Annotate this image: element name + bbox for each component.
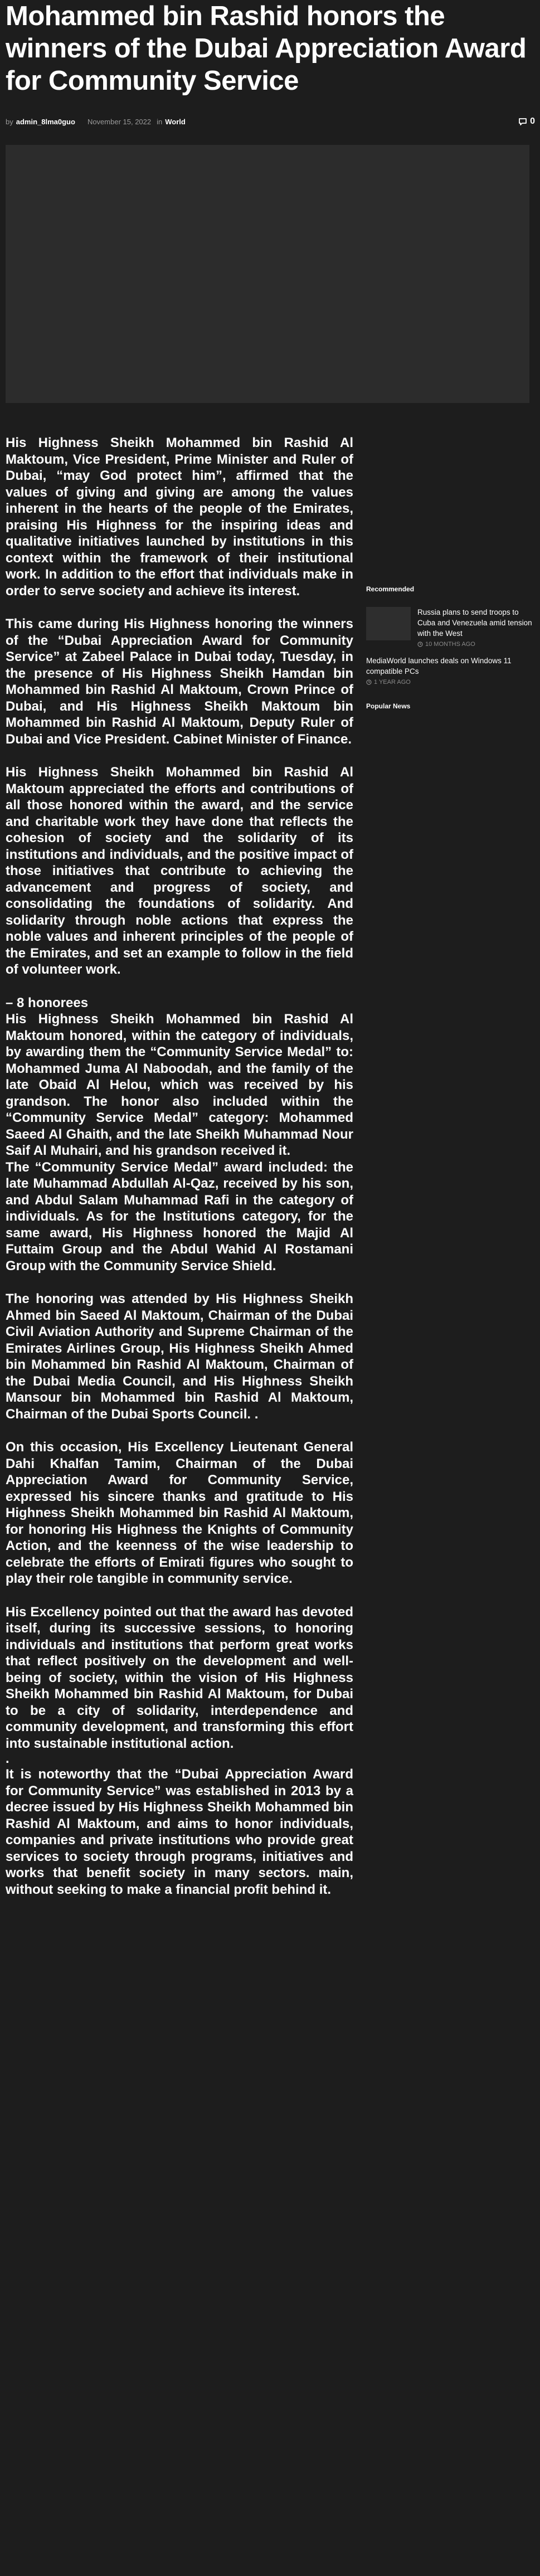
recommended-thumbnail[interactable] bbox=[366, 607, 411, 640]
featured-image-placeholder bbox=[6, 145, 529, 403]
article-meta bbox=[6, 115, 535, 128]
paragraph: The honoring was attended by His Highness Sheikh Ahmed bin Saeed Al Maktoum, Chairman of the Dubai Civil Aviation Authority and Supreme Chairman of the Emirates Airlines Group, His Highness Sheikh Ahmed bin Mohammed bin Rashid Al Maktoum, Chairman of the Dubai Media Council, and His Highness Sheikh Mansour bin Mohammed bin Rashid Al Maktoum, Chairman of the Dubai Sports Council. . bbox=[6, 1291, 353, 1422]
recommended-item-time bbox=[366, 679, 533, 686]
paragraph: The “Community Service Medal” award included: the late Muhammad Abdullah Al-Qaz, received by his son, and Abdul Salam Muhammad Rafi in the category of individuals. As for the Institutions category, for the same award, His Highness honored the Majid Al Futtaim Group and the Abdul Wahid Al Rostamani Group with the Community Service Shield. bbox=[6, 1159, 353, 1274]
article-body bbox=[6, 435, 353, 1914]
publish-date: November 15, 2022 bbox=[87, 117, 152, 126]
paragraph: His Highness Sheikh Mohammed bin Rashid Al Maktoum honored, within the category of individuals, by awarding them the “Community Service Medal” to: Mohammed Juma Al Naboodah, and the family of the late Obaid Al Helou, which was received by his grandson. The honor also included within the “Community Service Medal” category: Mohammed Saeed Al Ghaith, and the late Sheikh Muhammad Nour Saif Al Muhairi, and his grandson received it. bbox=[6, 1012, 353, 1158]
recommended-item[interactable] bbox=[366, 655, 533, 686]
article-title: Mohammed bin Rashid honors the winners of the Dubai Appreciation Award for Community Service bbox=[6, 1, 527, 96]
time-label: 10 MONTHS AGO bbox=[425, 641, 475, 648]
comment-icon bbox=[518, 118, 527, 126]
recommended-item-title[interactable]: Russia plans to send troops to Cuba and Venezuela amid tension with the West bbox=[417, 608, 532, 638]
recommended-item-time bbox=[417, 641, 533, 648]
meta-in: in bbox=[157, 117, 163, 126]
recommended-item-title[interactable]: MediaWorld launches deals on Windows 11 compatible PCs bbox=[366, 657, 512, 675]
paragraph: His Excellency pointed out that the award has devoted itself, during its successive sessions, to honoring individuals and institutions that perform great works that reflect positively on the development and well-being of society, within the vision of His Highness Sheikh Mohammed bin Rashid Al Maktoum, for Dubai to be a city of solidarity, interdependence and community development, and transforming this effort into sustainable institutional action. bbox=[6, 1604, 353, 1751]
paragraph: His Highness Sheikh Mohammed bin Rashid Al Maktoum, Vice President, Prime Minister and Ruler of Dubai, “may God protect him”, affirmed that the values of giving and giving are among the values inherent in the hearts of the people of the Emirates, praising His Highness for the inspiring ideas and qualitative initiatives launched by institutions in this context within the framework of their institutional work. In addition to the effort that individuals make in order to serve society and achieve its interest. bbox=[6, 435, 353, 599]
paragraph: His Highness Sheikh Mohammed bin Rashid Al Maktoum appreciated the efforts and contributions of all those honored within the award, and the service and charitable work they have done that reflects the cohesion of society and the solidarity of its institutions and individuals, and the positive impact of those initiatives that contribute to achieving the advancement and progress of society, and consolidating the foundations of solidarity. And solidarity through noble actions that express the noble values and inherent principles of the people of the Emirates, and set an example to follow in the field of volunteer work. bbox=[6, 765, 353, 977]
clock-icon bbox=[417, 641, 423, 647]
time-label: 1 YEAR AGO bbox=[374, 679, 411, 686]
sidebar bbox=[366, 585, 533, 710]
popular-news-heading: Popular News bbox=[366, 702, 411, 710]
recommended-item[interactable] bbox=[366, 607, 533, 648]
author-link[interactable]: admin_8lma0guo bbox=[16, 117, 75, 126]
comment-count: 0 bbox=[530, 116, 535, 126]
clock-icon bbox=[366, 679, 372, 685]
paragraph: It is noteworthy that the “Dubai Appreciation Award for Community Service” was established in 2013 by a decree issued by His Highness Sheikh Mohammed bin Rashid Al Maktoum, and aims to honor individuals, companies and private institutions who provide great services to society through programs, initiatives and works that benefit society in many sectors. main, without seeking to make a financial profit behind it. bbox=[6, 1767, 353, 1897]
paragraph: This came during His Highness honoring the winners of the “Dubai Appreciation Award for Community Service” at Zabeel Palace in Dubai today, Tuesday, in the presence of His Highness Sheikh Hamdan bin Mohammed bin Rashid Al Maktoum, Crown Prince of Dubai, and His Highness Sheikh Maktoum bin Mohammed bin Rashid Al Maktoum, Deputy Ruler of Dubai and Vice President. Cabinet Minister of Finance. bbox=[6, 616, 353, 747]
comments-link[interactable] bbox=[518, 116, 535, 127]
paragraph-dot: . bbox=[6, 1751, 9, 1766]
recommended-heading: Recommended bbox=[366, 585, 415, 593]
paragraph: On this occasion, His Excellency Lieutenant General Dahi Khalfan Tamim, Chairman of the Dubai Appreciation Award for Community Service, expressed his sincere thanks and gratitude to His Highness Sheikh Mohammed bin Rashid Al Maktoum, for honoring His Highness the Knights of Community Action, and the keenness of the wise leadership to celebrate the efforts of Emirati figures who sought to play their role tangible in community service. bbox=[6, 1440, 353, 1586]
subheading: – 8 honorees bbox=[6, 995, 89, 1010]
meta-by: by bbox=[6, 117, 13, 126]
category-link[interactable]: World bbox=[165, 117, 186, 126]
